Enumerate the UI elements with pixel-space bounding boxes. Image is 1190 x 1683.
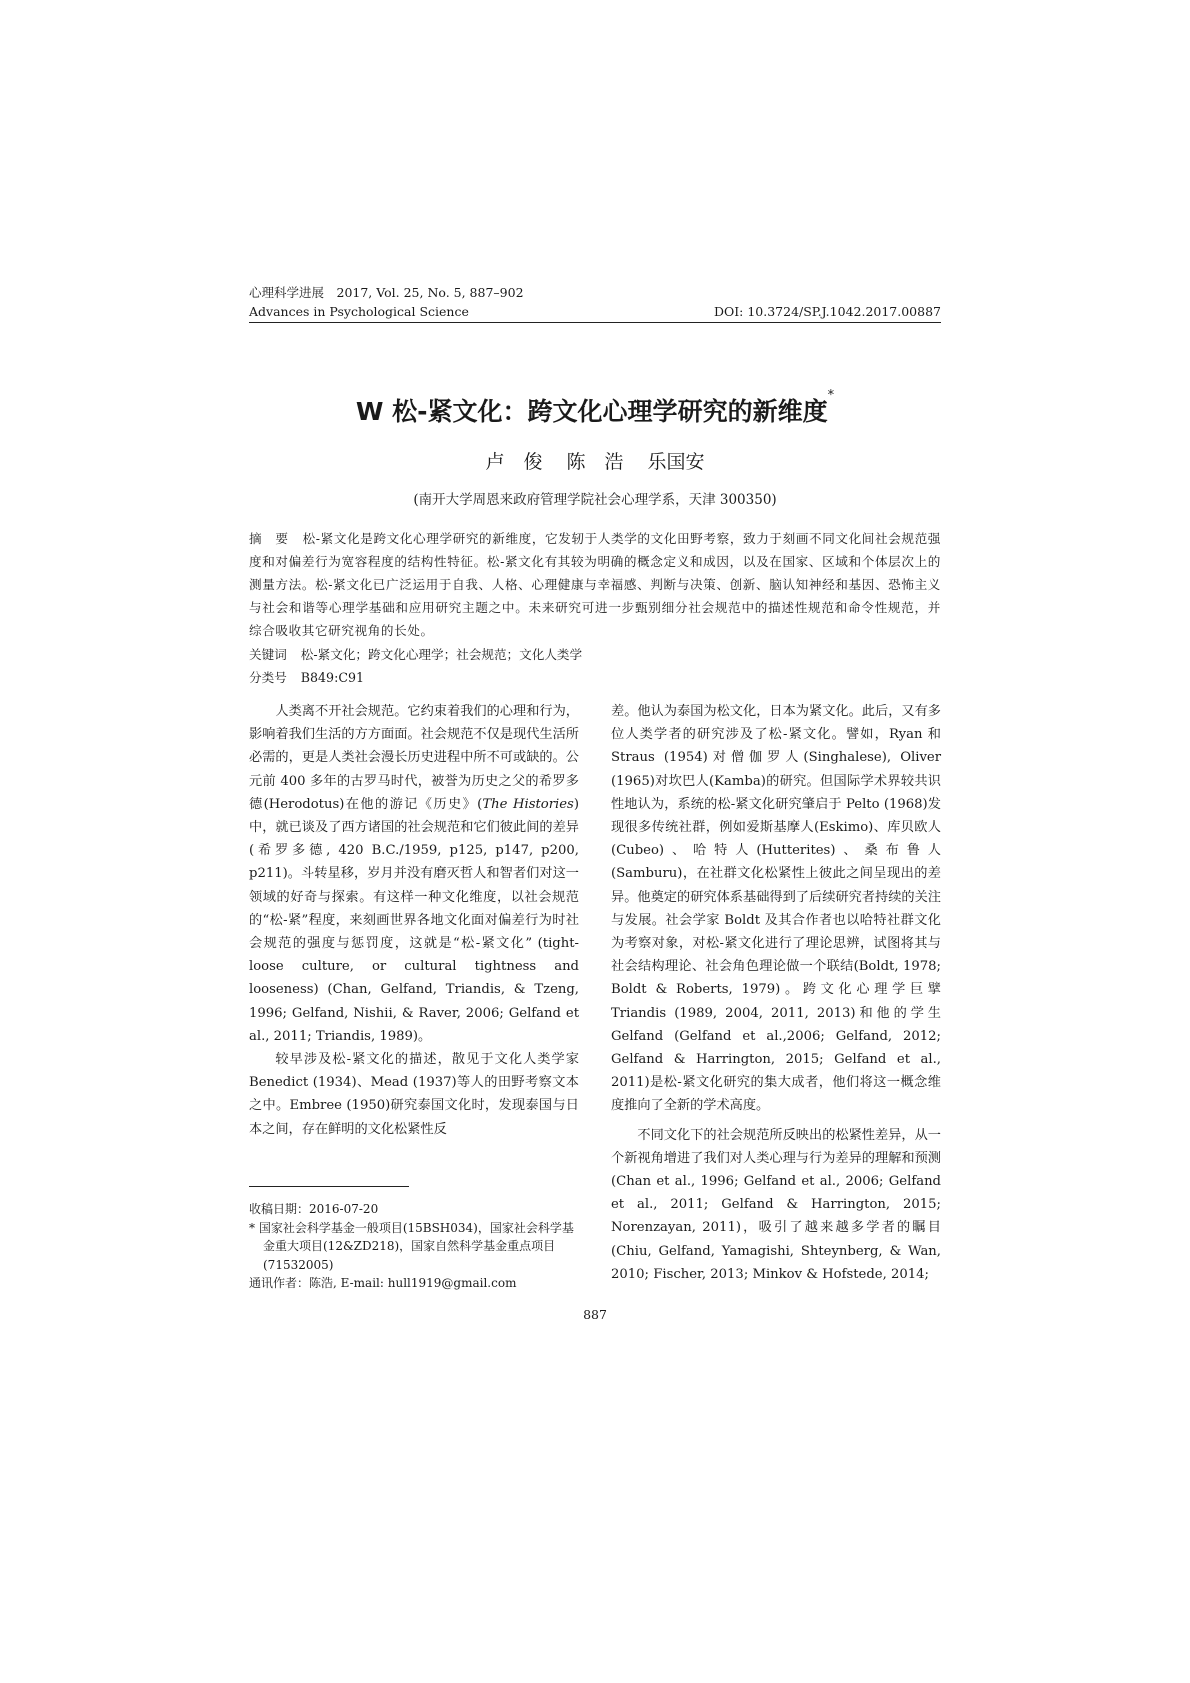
classification-label: 分类号 [249,670,287,685]
abstract-text: 松-紧文化是跨文化心理学研究的新维度，它发轫于人类学的文化田野考察，致力于刻画不同文化间社会规范强度和对偏差行为宽容程度的结构性特征。松-紧文化有其较为明确的概念定义和成因，以及在国家、区域和个体层次上的测量方法。松-紧文化已广泛运用于自我、人格、心理健康与幸福感、判断与决策、创新、脑认知神经和基因、恐怖主义与社会和谐等心理学基础和应用研究主题之中。未来研究可进一步甄别细分社会规范中的描述性规范和命令性规范，并综合吸收其它研究视角的长处。 [249,531,941,638]
corresponding-author: 通讯作者：陈浩, E-mail: hull1919@gmail.com [249,1276,517,1290]
italic-title: The Histories [482,796,574,812]
affiliation: (南开大学周恩来政府管理学院社会心理学系，天津 300350) [413,492,777,508]
body-left-column [249,700,579,1141]
paper-title [249,388,941,428]
abstract-label: 摘 要 [249,531,289,546]
keywords-label: 关键词 [249,647,287,662]
classification [249,666,941,689]
footnotes [249,1200,579,1293]
journal-en-line: Advances in Psychological Science [249,304,469,319]
keywords [249,643,941,666]
body-paragraph: 差。他认为泰国为松文化，日本为紧文化。此后，又有多位人类学者的研究涉及了松-紧文化。譬如，Ryan 和 Straus (1954)对僧伽罗人(Singhalese), Oliver (1965)对坎巴人(Kamba)的研究。但国际学术界较共识性地认为，系统的松-紧文化研究肇启于 Pelto (1968)发现很多传统社群，例如爱斯基摩人(Eskimo)、库贝欧人(Cubeo)、哈特人(Hutterites)、桑布鲁人(Samburu)，在社群文化松紧性上彼此之间呈现出的差异。他奠定的研究体系基础得到了后续研究者持续的关注与发展。社会学家 Boldt 及其合作者也以哈特社群文化为考察对象，对松-紧文化进行了理论思辨，试图将其与社会结构理论、社会角色理论做一个联结(Boldt, 1978; Boldt & Roberts, 1979)。跨文化心理学巨擘 Triandis (1989, 2004, 2011, 2013)和他的学生 Gelfand (Gelfand et al.,2006; Gelfand, 2012; Gelfand & Harrington, 2015; Gelfand et al., 2011)是松-紧文化研究的集大成者，他们将这一概念维度推向了全新的学术高度。 [611,704,941,1114]
title-footnote-mark: * [827,388,835,403]
classification-text: B849:C91 [300,670,364,685]
body-right-column [611,700,941,1286]
body-paragraph: 不同文化下的社会规范所反映出的松紧性差异，从一个新视角增进了我们对人类心理与行为差异的理解和预测(Chan et al., 1996; Gelfand et al., 2006; Gelfand et al., 2011; Gelfand & Harrington, 2015; Norenzayan, 2011)，吸引了越来越多学者的瞩目(Chiu, Gelfand, Yamagishi, Shteynberg, & Wan, 2010; Fischer, 2013; Minkov & Hofstede, 2014; [611,1127,941,1282]
title-text: W 松-紧文化：跨文化心理学研究的新维度 [355,397,828,426]
doi: DOI: 10.3724/SP.J.1042.2017.00887 [713,304,941,319]
header-rule [249,322,941,323]
page-number: 887 [583,1307,607,1322]
received-date: 收稿日期：2016-07-20 [249,1202,379,1216]
funding-note: * 国家社会科学基金一般项目(15BSH034)，国家社会科学基金重大项目(12&ZD218)，国家自然科学基金重点项目(71532005) [249,1220,574,1272]
journal-header [249,283,941,323]
footnote-rule [249,1186,409,1187]
body-paragraph: 人类离不开社会规范。它约束着我们的心理和行为，影响着我们生活的方方面面。社会规范不仅是现代生活所必需的，更是人类社会漫长历史进程中所不可或缺的。公元前 400 多年的古罗马时代，被誉为历史之父的希罗多德(Herodotus)在他的游记《历史》(The Histories)中，就已谈及了西方诸国的社会规范和它们彼此间的差异(希罗多德, 420 B.C./1959, p125, p147, p200, p211)。斗转星移，岁月并没有磨灭哲人和智者们对这一领域的好奇与探索。有这样一种文化维度，以社会规范的“松-紧”程度，来刻画世界各地文化面对偏差行为时社会规范的强度与惩罚度，这就是“松-紧文化” (tight-loose culture, or cultural tightness and looseness) (Chan, Gelfand, Triandis, & Tzeng, 1996; Gelfand, Nishii, & Raver, 2006; Gelfand et al., 2011; Triandis, 1989)。 [249,704,579,1044]
keywords-text: 松-紧文化；跨文化心理学；社会规范；文化人类学 [300,647,583,662]
journal-cn-line: 心理科学进展 2017, Vol. 25, No. 5, 887–902 [249,285,524,300]
body-paragraph: 较早涉及松-紧文化的描述，散见于文化人类学家 Benedict (1934)、Mead (1937)等人的田野考察文本之中。Embree (1950)研究泰国文化时，发现泰国与日本之间，存在鲜明的文化松紧性反 [249,1052,579,1137]
abstract [249,527,941,642]
authors: 卢 俊 陈 浩 乐国安 [485,451,705,473]
